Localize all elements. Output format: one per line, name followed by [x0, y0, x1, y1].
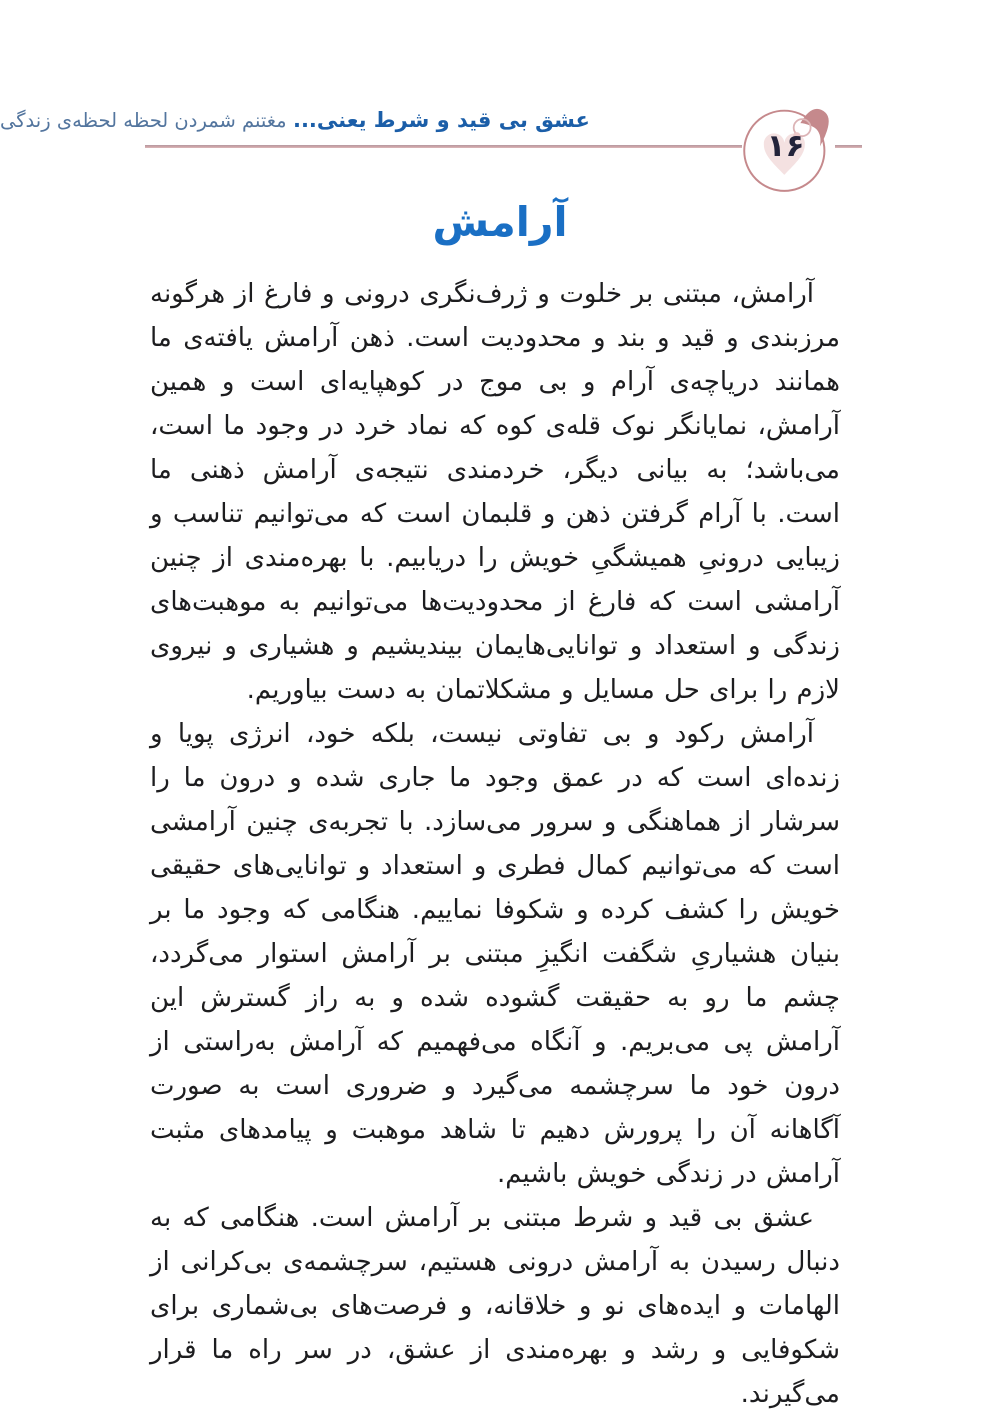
- running-header-book-title: عشق بی قید و شرط یعنی...: [292, 108, 590, 132]
- paragraph-1: آرامش، مبتنی بر خلوت و ژرف‌نگری درونی و فارغ از هرگونه مرزبندی و قید و بند و محدودیت است. ذهن آرامش یافته‌ی ما همانند دریاچه‌ی آرام و بی موج در کوهپایه‌ای است و همین آرامش، نمایانگر نوک قله‌ی کوه که نماد خرد در وجود ما است، می‌باشد؛ به بیانی دیگر، خردمندی نتیجه‌ی آرامش ذهنی ما است. با آرام گرفتن ذهن و قلبمان است که می‌توانیم تناسب و زیبایی درونیِ همیشگیِ خویش را دریابیم. با بهره‌مندی از چنین آرامشی است که فارغ از محدودیت‌ها می‌توانیم به موهبت‌های زندگی و استعداد و توانایی‌هایمان بیندیشیم و هشیاری و نیروی لازم را برای حل مسایل و مشکلاتمان به دست بیاوریم.: [150, 279, 840, 705]
- page-number-ornament: [738, 100, 836, 198]
- paragraph-3: عشق بی قید و شرط مبتنی بر آرامش است. هنگامی که به دنبال رسیدن به آرامش درونی هستیم، سرچشمه‌ی بی‌کرانی از الهامات و ایده‌های نو و خلاقانه، و فرصت‌های بی‌شماری برای شکوفایی و رشد و بهره‌مندی از عشق، در سر راه ما قرار می‌گیرند.: [150, 1203, 840, 1409]
- paragraph-2: آرامش رکود و بی تفاوتی نیست، بلکه خود، انرژی پویا و زنده‌ای است که در عمق وجود ما جاری شده و درون ما را سرشار از هماهنگی و سرور می‌سازد. با تجربه‌ی چنین آرامشی است که می‌توانیم کمال فطری و استعداد و توانایی‌های حقیقی خویش را کشف کرده و شکوفا نماییم. هنگامی که وجود ما بر بنیان هشیاریِ شگفت انگیزِ مبتنی بر آرامش استوار می‌گردد، چشم ما رو به حقیقت گشوده شده و به راز گسترش این آرامش پی می‌بریم. و آنگاه می‌فهمیم که آرامش به‌راستی از درون خود ما سرچشمه می‌گیرد و ضروری است به صورت آگاهانه آن را پرورش دهیم تا شاهد موهبت و پیامدهای مثبت آرامش در زندگی خویش باشیم.: [150, 719, 840, 1189]
- running-header-subtitle: مغتنم شمردن لحظه لحظه‌ی زندگی: [0, 109, 287, 132]
- chapter-title: آرامش: [432, 198, 568, 246]
- header-rule: [145, 145, 742, 148]
- body-text: [150, 272, 840, 1416]
- running-header: [0, 106, 737, 135]
- page-number: ۱۶: [766, 128, 805, 165]
- header-rule-stub: [835, 145, 862, 148]
